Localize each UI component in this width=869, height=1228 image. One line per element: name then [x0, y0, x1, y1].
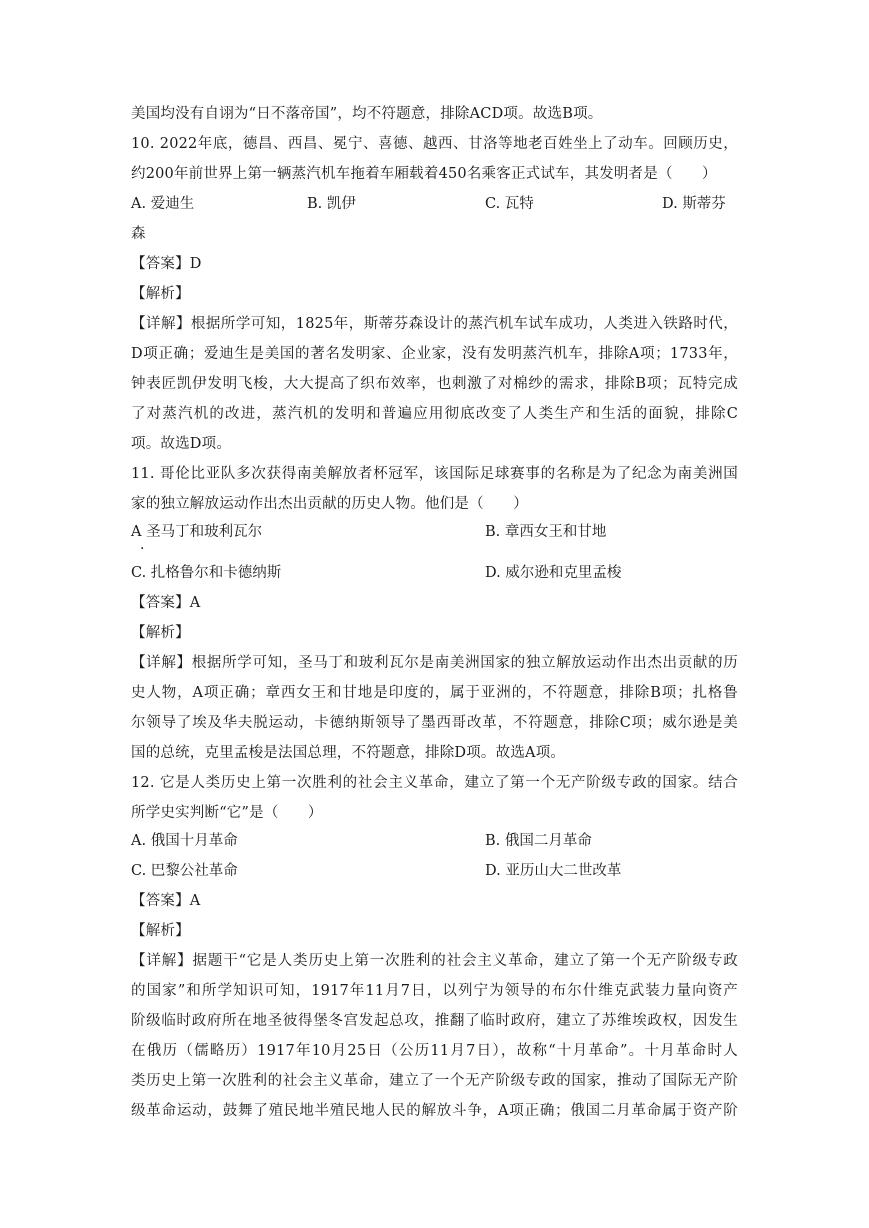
explanation-line: 在俄历（儒略历）1917年10月25日（公历11月7日），故称“十月革命”。十月革命时人 — [131, 1043, 738, 1059]
option-d: D. 亚历山大二世改革 — [485, 863, 622, 879]
explanation-line: 【详解】根据所学可知，圣马丁和玻利瓦尔是南美洲国家的独立解放运动作出杰出贡献的历 — [131, 655, 738, 671]
answer-label: 【答案】D — [131, 256, 202, 272]
explanation-line: 【详解】据题干“它是人类历史上第一次胜利的社会主义革命，建立了第一个无产阶级专政 — [131, 953, 738, 969]
question-10-stem: 10. 2022年底，德昌、西昌、冕宁、喜德、越西、甘洛等地老百姓坐上了动车。回顾历史， — [131, 136, 738, 152]
option-c: C. 瓦特 — [485, 196, 534, 212]
option-b: B. 章西女王和甘地 — [485, 524, 607, 540]
explanation-line: 阶级临时政府所在地圣彼得堡冬宫发起总攻，推翻了临时政府，建立了苏维埃政权，因发生 — [131, 1013, 738, 1029]
option-b: B. 凯伊 — [307, 196, 356, 212]
option-d: D. 斯蒂芬 — [662, 196, 726, 212]
explanation-line: 钟表匠凯伊发明飞梭，大大提高了织布效率，也刺激了对棉纱的需求，排除B项；瓦特完成 — [131, 376, 738, 392]
explanation-line: 类历史上第一次胜利的社会主义革命，建立了一个无产阶级专政的国家，推动了国际无产阶 — [131, 1073, 738, 1089]
option-b: B. 俄国二月革命 — [485, 833, 592, 849]
option-a: A. 俄国十月革命 — [131, 833, 238, 849]
text-line: 美国均没有自诩为“日不落帝国”，均不符题意，排除ACD项。故选B项。 — [131, 106, 603, 122]
question-10-stem: 约200年前世界上第一辆蒸汽机车拖着车厢载着450名乘客正式试车，其发明者是（ ） — [131, 166, 717, 182]
explanation-line: 史人物，A项正确；章西女王和甘地是印度的，属于亚洲的，不符题意，排除B项；扎格鲁 — [131, 685, 738, 701]
explanation-line: 项。故选D项。 — [131, 436, 232, 452]
analysis-label: 【解析】 — [131, 625, 190, 641]
question-11-stem: 11. 哥伦比亚队多次获得南美解放者杯冠军，该国际足球赛事的名称是为了纪念为南美洲国 — [131, 466, 738, 482]
explanation-line: D项正确；爱迪生是美国的著名发明家、企业家，没有发明蒸汽机车，排除A项；1733年， — [131, 346, 738, 362]
question-12-stem: 所学史实判断“它”是（ ） — [131, 805, 323, 821]
question-12-stem: 12. 它是人类历史上第一次胜利的社会主义革命，建立了第一个无产阶级专政的国家。结合 — [131, 775, 738, 791]
explanation-line: 尔领导了埃及华夫脱运动，卡德纳斯领导了墨西哥改革，不符题意，排除C项；威尔逊是美 — [131, 715, 738, 731]
option-c: C. 巴黎公社革命 — [131, 863, 238, 879]
explanation-line: 【详解】根据所学可知，1825年，斯蒂芬森设计的蒸汽机车试车成功，人类进入铁路时代， — [131, 316, 738, 332]
analysis-label: 【解析】 — [131, 923, 190, 939]
explanation-line: 的国家”和所学知识可知，1917年11月7日，以列宁为领导的布尔什维克武装力量向资产 — [131, 983, 738, 999]
explanation-line: 级革命运动，鼓舞了殖民地半殖民地人民的解放斗争，A项正确；俄国二月革命属于资产阶 — [131, 1103, 738, 1119]
option-a: A 圣马丁和玻利瓦尔 — [131, 524, 263, 540]
question-11-stem: 家的独立解放运动作出杰出贡献的历史人物。他们是（ ） — [131, 496, 528, 512]
answer-label: 【答案】A — [131, 595, 201, 611]
text-line: 森 — [131, 226, 146, 242]
option-c: C. 扎格鲁尔和卡德纳斯 — [131, 565, 282, 581]
explanation-line: 了对蒸汽机的改进，蒸汽机的发明和普遍应用彻底改变了人类生产和生活的面貌，排除C — [131, 406, 738, 422]
explanation-line: 国的总统，克里孟梭是法国总理，不符题意，排除D项。故选A项。 — [131, 745, 566, 761]
answer-label: 【答案】A — [131, 893, 201, 909]
option-d: D. 威尔逊和克里孟梭 — [485, 565, 622, 581]
option-a: A. 爱迪生 — [131, 196, 195, 212]
analysis-label: 【解析】 — [131, 286, 190, 302]
emphasis-dot: . — [140, 537, 145, 553]
